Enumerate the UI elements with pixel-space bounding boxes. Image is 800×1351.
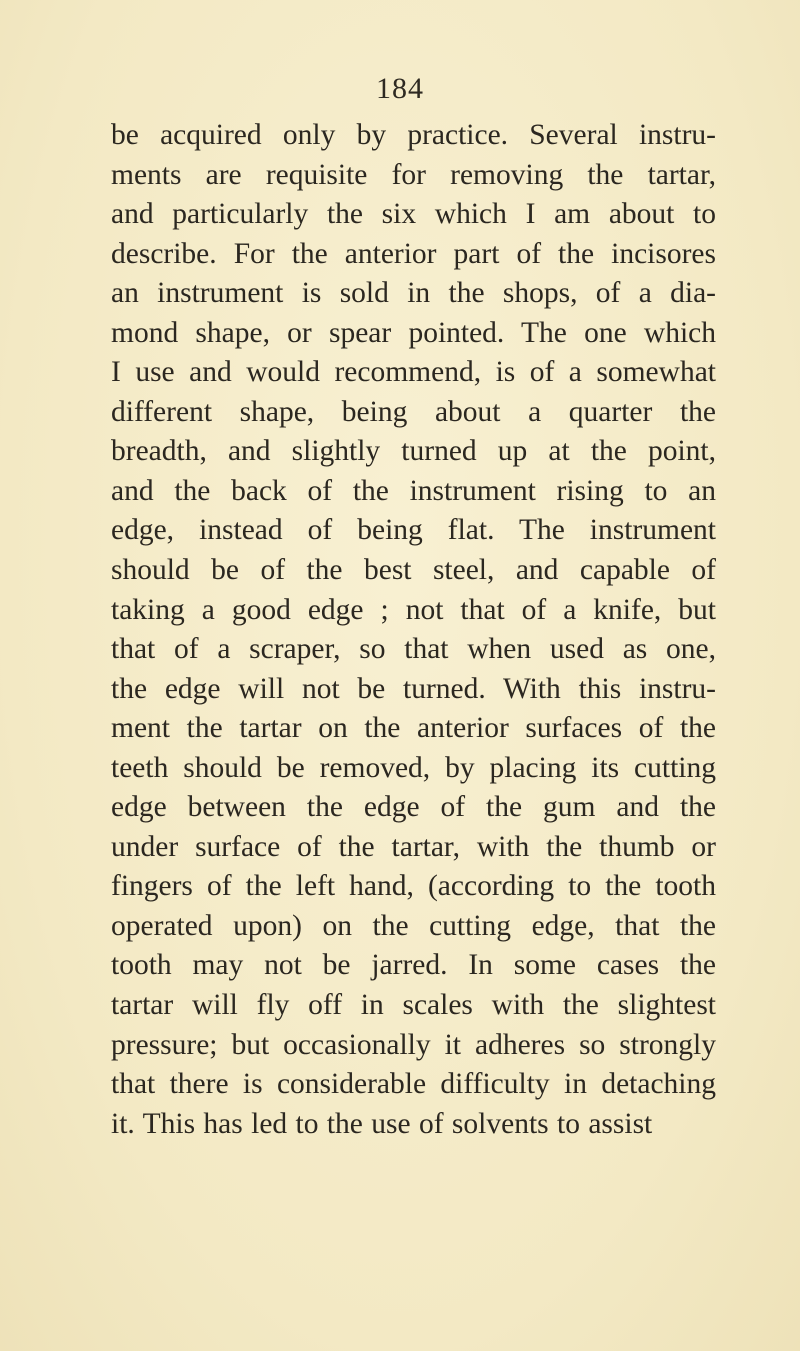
text-line: that of a scraper, so that when used as one, (111, 633, 716, 666)
text-line: mond shape, or spear pointed. The one which (111, 316, 716, 349)
text-line: ment the tartar on the anterior surfaces of the (111, 712, 716, 745)
text-line: teeth should be removed, by placing its cutting (111, 751, 716, 784)
text-line: describe. For the anterior part of the incisores (111, 237, 716, 270)
page-number: 184 (376, 72, 424, 105)
text-line: breadth, and slightly turned up at the point, (111, 435, 716, 468)
text-line: that there is considerable difficulty in detaching (111, 1068, 716, 1101)
text-line: pressure; but occasionally it adheres so strongly (111, 1028, 716, 1061)
text-line: should be of the best steel, and capable of (111, 554, 716, 587)
text-line: tooth may not be jarred. In some cases the (111, 949, 716, 982)
text-line: different shape, being about a quarter the (111, 395, 716, 428)
text-line: under surface of the tartar, with the thumb or (111, 830, 716, 863)
text-line: and the back of the instrument rising to an (111, 474, 716, 507)
text-line: edge, instead of being flat. The instrument (111, 514, 716, 547)
text-line: and particularly the six which I am about to (111, 198, 716, 231)
text-line: I use and would recommend, is of a somewhat (111, 356, 716, 389)
text-line: edge between the edge of the gum and the (111, 791, 716, 824)
text-line: fingers of the left hand, (according to the tooth (111, 870, 716, 903)
text-line: tartar will fly off in scales with the slightest (111, 989, 716, 1022)
text-line: taking a good edge ; not that of a knife, but (111, 593, 716, 626)
text-line: it. This has led to the use of solvents to assist (111, 1107, 653, 1140)
text-line: ments are requisite for removing the tartar, (111, 158, 716, 191)
text-line: operated upon) on the cutting edge, that the (111, 909, 716, 942)
body-text (111, 116, 716, 1144)
text-line: an instrument is sold in the shops, of a dia- (111, 277, 716, 310)
text-line: be acquired only by practice. Several instru- (111, 119, 716, 151)
text-line: the edge will not be turned. With this instru- (111, 672, 716, 705)
